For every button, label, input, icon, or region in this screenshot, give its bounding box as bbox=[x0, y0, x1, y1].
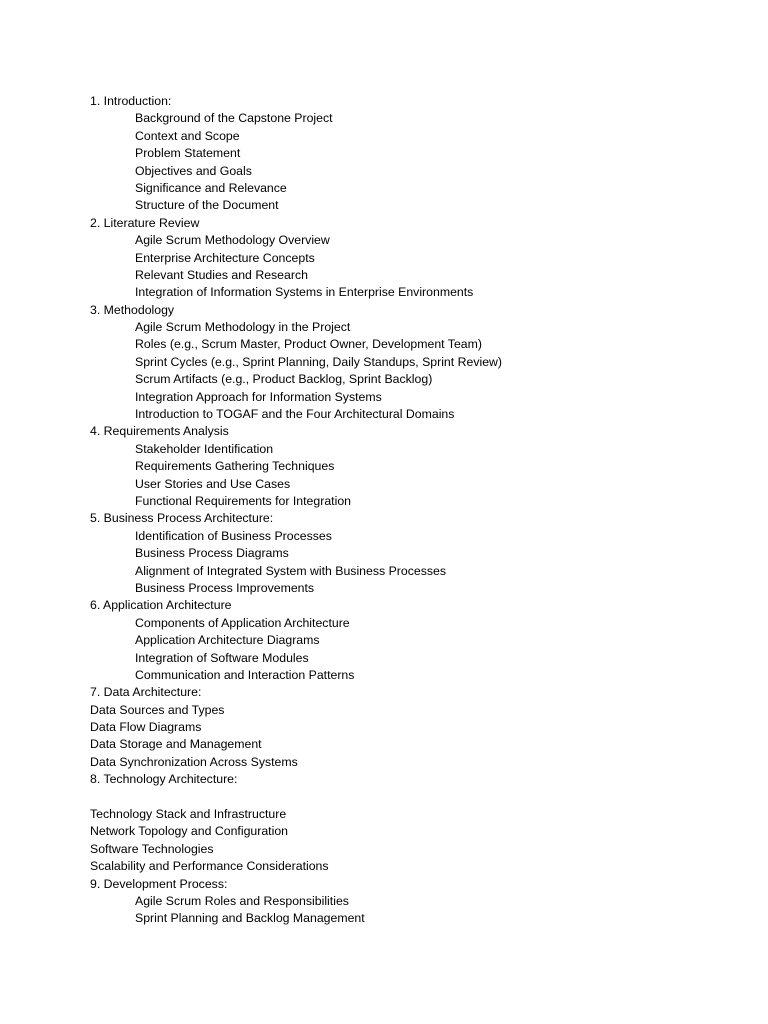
subsection-item: Context and Scope bbox=[135, 128, 240, 143]
subsection-item: Enterprise Architecture Concepts bbox=[135, 250, 315, 265]
subsection-item: Structure of the Document bbox=[135, 198, 279, 213]
subsection-item: Problem Statement bbox=[135, 146, 241, 161]
subsection-item: Introduction to TOGAF and the Four Architectural Domains bbox=[135, 407, 455, 422]
subsection-item: Data Flow Diagrams bbox=[90, 720, 202, 735]
subsection-item: Functional Requirements for Integration bbox=[135, 493, 351, 508]
section-heading: 7. Data Architecture: bbox=[90, 685, 202, 700]
subsection-item: Integration Approach for Information Systems bbox=[135, 389, 382, 404]
section-heading: 3. Methodology bbox=[90, 302, 175, 317]
subsection-item: Business Process Improvements bbox=[135, 580, 315, 595]
subsection-item: Identification of Business Processes bbox=[135, 528, 332, 543]
subsection-item: User Stories and Use Cases bbox=[135, 476, 291, 491]
subsection-item: Scrum Artifacts (e.g., Product Backlog, Sprint Backlog) bbox=[135, 372, 433, 387]
section-heading: 8. Technology Architecture: bbox=[90, 772, 238, 787]
subsection-item: Agile Scrum Roles and Responsibilities bbox=[135, 893, 349, 908]
subsection-item: Integration of Information Systems in Enterprise Environments bbox=[135, 285, 474, 300]
subsection-item: Agile Scrum Methodology Overview bbox=[135, 233, 330, 248]
subsection-item: Significance and Relevance bbox=[135, 180, 287, 195]
subsection-item: Communication and Interaction Patterns bbox=[135, 667, 355, 682]
section-heading: 6. Application Architecture bbox=[90, 598, 232, 613]
subsection-item: Business Process Diagrams bbox=[135, 546, 289, 561]
subsection-item: Data Storage and Management bbox=[90, 737, 262, 752]
subsection-item: Scalability and Performance Considerations bbox=[90, 859, 329, 874]
subsection-item: Software Technologies bbox=[90, 841, 214, 856]
section-heading: 9. Development Process: bbox=[90, 876, 228, 891]
subsection-item: Application Architecture Diagrams bbox=[135, 633, 320, 648]
subsection-item: Objectives and Goals bbox=[135, 163, 252, 178]
subsection-item: Relevant Studies and Research bbox=[135, 267, 308, 282]
section-heading: 1. Introduction: bbox=[90, 94, 172, 108]
subsection-item: Integration of Software Modules bbox=[135, 650, 309, 665]
subsection-item: Alignment of Integrated System with Business Processes bbox=[135, 563, 446, 578]
subsection-item: Components of Application Architecture bbox=[135, 615, 350, 630]
subsection-item: Stakeholder Identification bbox=[135, 441, 274, 456]
subsection-item: Network Topology and Configuration bbox=[90, 824, 289, 839]
subsection-item: Roles (e.g., Scrum Master, Product Owner, Development Team) bbox=[135, 337, 482, 352]
subsection-item: Sprint Planning and Backlog Management bbox=[135, 911, 365, 926]
blank-line bbox=[90, 789, 502, 806]
subsection-item: Sprint Cycles (e.g., Sprint Planning, Daily Standups, Sprint Review) bbox=[135, 354, 503, 369]
section-heading: 5. Business Process Architecture: bbox=[90, 511, 274, 526]
subsection-item: Requirements Gathering Techniques bbox=[135, 459, 335, 474]
subsection-item: Data Synchronization Across Systems bbox=[90, 754, 298, 769]
section-heading: 4. Requirements Analysis bbox=[90, 424, 229, 439]
section-heading: 2. Literature Review bbox=[90, 215, 200, 230]
outline-list bbox=[90, 93, 502, 928]
subsection-item: Background of the Capstone Project bbox=[135, 111, 333, 126]
subsection-item: Technology Stack and Infrastructure bbox=[90, 807, 287, 822]
subsection-item: Data Sources and Types bbox=[90, 702, 225, 717]
subsection-item: Agile Scrum Methodology in the Project bbox=[135, 320, 351, 335]
